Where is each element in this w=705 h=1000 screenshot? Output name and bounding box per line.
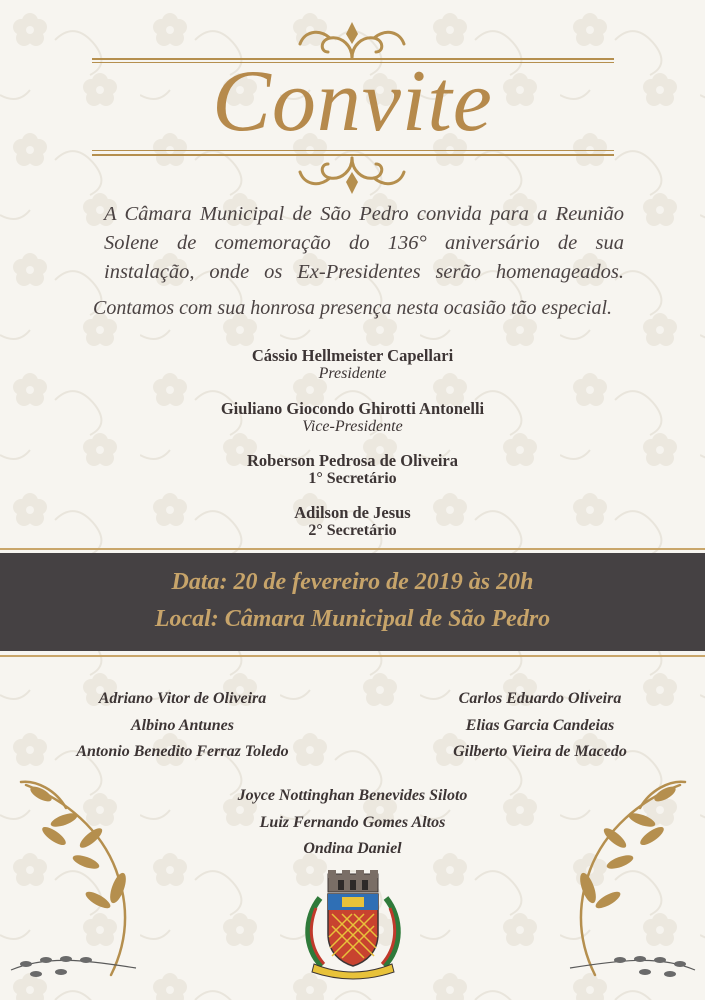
signatory-name: Roberson Pedrosa de Oliveira — [247, 451, 458, 470]
honoree-name: Joyce Nottinghan Benevides Siloto — [237, 787, 468, 804]
band-rule-bottom — [0, 655, 705, 657]
signatory-first-secretary — [0, 451, 705, 488]
signatory-president — [0, 346, 705, 383]
honorees-right — [395, 686, 685, 766]
laurel-branch-icon — [6, 770, 176, 985]
event-date: Data: 20 de fevereiro de 2019 às 20h — [171, 569, 534, 595]
honoree-name: Antonio Benedito Ferraz Toledo — [76, 743, 289, 760]
signatory-second-secretary — [0, 503, 705, 540]
signatory-name: Cássio Hellmeister Capellari — [251, 346, 454, 365]
signatory-role: Presidente — [318, 365, 387, 382]
honoree-name: Luiz Fernando Gomes Altos — [259, 813, 446, 831]
honoree-name: Carlos Eduardo Oliveira — [458, 690, 622, 707]
honoree-name: Gilberto Vieira de Macedo — [453, 743, 627, 760]
signatory-role: 2° Secretário — [308, 522, 397, 539]
title-rule-upper — [92, 150, 614, 151]
event-location: Local: Câmara Municipal de São Pedro — [154, 606, 551, 632]
band-rule-top — [0, 548, 705, 550]
intro-paragraph — [104, 200, 624, 287]
intro-line: instalação, onde os Ex-Presidentes serão homenageados. — [104, 261, 624, 283]
honorees-left — [30, 686, 335, 766]
signatory-role: 1° Secretário — [308, 470, 397, 487]
signatory-name: Giuliano Giocondo Ghirotti Antonelli — [220, 399, 485, 418]
coat-of-arms-icon — [298, 868, 408, 980]
signatory-name: Adilson de Jesus — [294, 503, 411, 522]
ornament-icon — [290, 156, 414, 198]
intro-line: A Câmara Municipal de São Pedro convida para a Reunião — [104, 203, 624, 225]
signatory-vice-president — [0, 399, 705, 436]
invitation-text: Contamos com sua honrosa presença nesta ocasião tão especial. — [92, 297, 613, 319]
honoree-name: Elias Garcia Candeias — [465, 716, 615, 734]
honoree-name: Ondina Daniel — [303, 840, 402, 857]
page-title: Convite — [212, 53, 493, 150]
honoree-name: Adriano Vitor de Oliveira — [98, 690, 267, 707]
event-band — [0, 553, 705, 651]
honoree-name: Albino Antunes — [130, 716, 234, 734]
intro-line: Solene de comemoração do 136° aniversário de sua — [104, 232, 624, 254]
signatory-role: Vice-Presidente — [302, 418, 403, 435]
honorees-center — [180, 783, 525, 863]
laurel-branch-icon — [530, 770, 700, 985]
